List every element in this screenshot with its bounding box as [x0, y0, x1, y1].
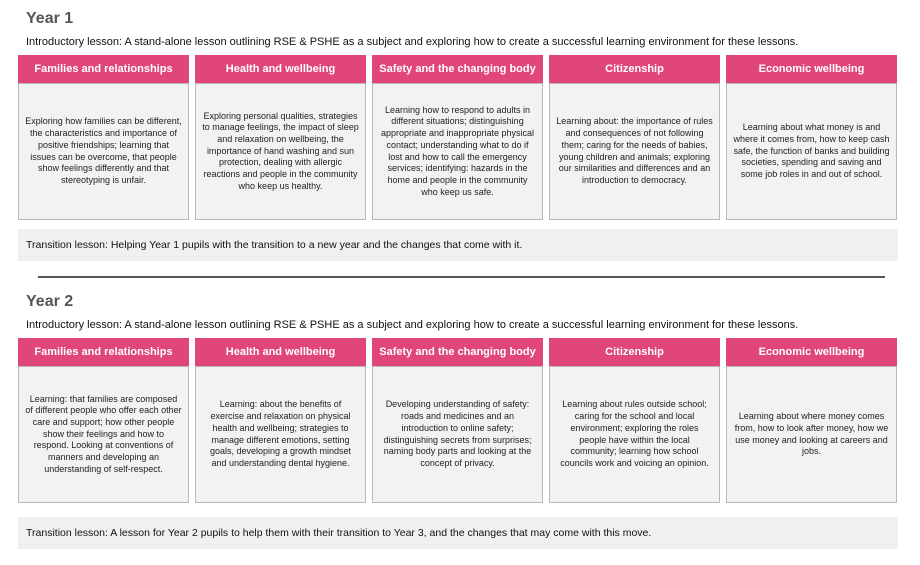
topic-description: Learning about: the importance of rules and consequences of not following them; caring for the needs of babies, young children and animals; exploring our similarities and differences and an introduction to democracy. — [556, 116, 713, 185]
topic-heading: Economic wellbeing — [726, 338, 897, 366]
topic-citizenship — [549, 55, 720, 219]
topic-health-wellbeing — [195, 55, 366, 219]
transition-lesson-box: Transition lesson: Helping Year 1 pupils with the transition to a new year and the changes that come with it. — [18, 229, 898, 261]
topic-description: Developing understanding of safety: roads and medicines and an introduction to online safety; distinguishing secrets from surprises; naming body parts and looking at the concept of privacy. — [383, 399, 532, 468]
intro-lesson-text: Introductory lesson: A stand-alone lesson outlining RSE & PSHE as a subject and exploring how to create a successful learning environment for these lessons. — [26, 319, 799, 331]
topic-description: Exploring how families can be different, the characteristics and importance of positive friendships; learning that issues can be overcome, that people show feelings differently and that stereotyping is unfair. — [25, 116, 182, 185]
topic-heading: Safety and the changing body — [372, 338, 543, 366]
topic-heading: Health and wellbeing — [195, 338, 366, 366]
topics-grid — [18, 338, 902, 502]
topic-description: Learning about rules outside school; caring for the school and local environment; exploring the roles people have within the local community; learning how school councils work and voicing an opinion. — [560, 399, 709, 468]
intro-lesson-text: Introductory lesson: A stand-alone lesson outlining RSE & PSHE as a subject and exploring how to create a successful learning environment for these lessons. — [26, 36, 799, 48]
topic-heading: Families and relationships — [18, 338, 189, 366]
topic-heading: Health and wellbeing — [195, 55, 366, 83]
topic-safety-changing-body — [372, 55, 543, 219]
topic-economic-wellbeing — [726, 338, 897, 502]
topic-description: Learning how to respond to adults in different situations; distinguishing appropriate and inappropriate physical contact; understanding what to do if lost and how to call the emergency services; identifying: hazards in the home and people in the community who keep us safe. — [380, 104, 535, 197]
topic-description: Learning about what money is and where it comes from, how to keep cash safe, the function of banks and building societies, spending and saving and some job roles in and out of school. — [733, 122, 890, 180]
topic-description-cell — [195, 83, 366, 220]
topic-heading: Citizenship — [549, 55, 720, 83]
transition-lesson-box: Transition lesson: A lesson for Year 2 pupils to help them with their transition to Year 3, and the changes that may come with this move. — [18, 517, 898, 549]
topics-grid — [18, 55, 902, 219]
topic-description: Learning: that families are composed of different people who offer each other care and support; how other people show their feelings and how to respond. Looking at conventions of manners and developing an understanding of self-respect. — [25, 393, 182, 474]
topic-description-cell — [18, 83, 189, 220]
topic-description: Learning about where money comes from, how to look after money, how we use money and looking at careers and jobs. — [734, 411, 889, 457]
topic-description-cell — [549, 83, 720, 220]
topic-heading: Citizenship — [549, 338, 720, 366]
topic-heading: Safety and the changing body — [372, 55, 543, 83]
year-title: Year 2 — [26, 293, 74, 310]
topic-health-wellbeing — [195, 338, 366, 502]
topic-citizenship — [549, 338, 720, 502]
topic-description-cell — [726, 83, 897, 220]
topic-description-cell — [18, 366, 189, 503]
topic-families-relationships — [18, 55, 189, 219]
topic-description-cell — [195, 366, 366, 503]
topic-safety-changing-body — [372, 338, 543, 502]
topic-description-cell — [549, 366, 720, 503]
topic-economic-wellbeing — [726, 55, 897, 219]
topic-description-cell — [372, 366, 543, 503]
topic-description-cell — [372, 83, 543, 220]
topic-description: Learning: about the benefits of exercise and relaxation on physical health and wellbeing; strategies to manage different emotions, setting goals, developing a growth mindset and understanding dental hygiene. — [209, 399, 352, 468]
topic-description-cell — [726, 366, 897, 503]
topic-description: Exploring personal qualities, strategies to manage feelings, the impact of sleep and relaxation on wellbeing, the importance of hand washing and sun protection, dealing with allergic reactions and people in the community who keep us healthy. — [202, 110, 359, 191]
section-divider — [38, 276, 885, 278]
topic-families-relationships — [18, 338, 189, 502]
topic-heading: Economic wellbeing — [726, 55, 897, 83]
year-title: Year 1 — [26, 10, 74, 27]
topic-heading: Families and relationships — [18, 55, 189, 83]
